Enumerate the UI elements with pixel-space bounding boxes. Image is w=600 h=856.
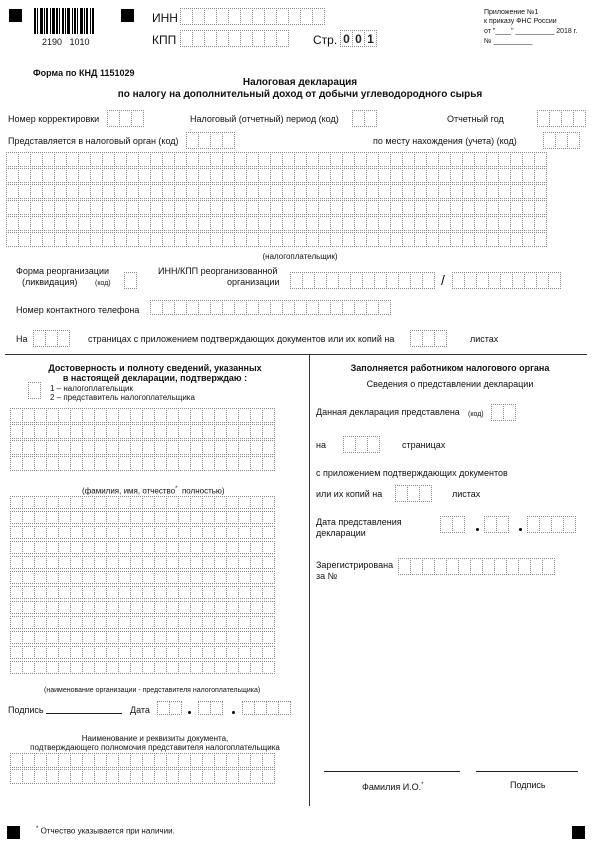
- char-cell[interactable]: [262, 631, 275, 644]
- cell-row: [10, 586, 274, 599]
- char-cell[interactable]: [262, 408, 275, 423]
- with-docs-label: с приложением подтверждающих документов: [316, 468, 508, 478]
- authority-doc-caption: Наименование и реквизиты документа,: [81, 734, 229, 743]
- reorg-form-label-2: (ликвидация): [22, 277, 78, 287]
- phone-label: Номер контактного телефона: [16, 305, 140, 315]
- right-pages-field[interactable]: [343, 436, 379, 453]
- cell-row: [10, 496, 274, 509]
- reorg-inn-kpp-label-2: организации: [227, 277, 280, 287]
- cell-row: [6, 216, 546, 231]
- cell-row: [10, 571, 274, 584]
- char-cell[interactable]: [534, 232, 547, 247]
- sheets-label: листах: [470, 334, 499, 344]
- signer-type-field[interactable]: [28, 382, 40, 399]
- char-cell[interactable]: [262, 496, 275, 509]
- submission-date-label-2: декларации: [316, 528, 366, 538]
- char-cell[interactable]: [534, 216, 547, 231]
- officer-signature-label: Подпись: [510, 780, 546, 790]
- location-label: по месту нахождения (учета) (код): [373, 136, 517, 146]
- signer-option-2: 2 – представитель налогоплательщика: [50, 393, 195, 402]
- date-label-left: Дата: [130, 705, 150, 715]
- appendix-line-2: к приказу ФНС России: [484, 18, 557, 25]
- authority-doc-caption-2: подтверждающего полномочия представителя налогоплательщика: [30, 743, 280, 752]
- kpp-label: КПП: [152, 33, 177, 47]
- inn-label: ИНН: [152, 11, 178, 25]
- cell-row: [150, 300, 390, 315]
- reorg-form-field[interactable]: [124, 272, 136, 289]
- appendix-line-1: Приложение №1: [484, 9, 539, 16]
- barcode: [34, 8, 100, 34]
- cell-row: [10, 616, 274, 629]
- sheets-count-field[interactable]: [410, 330, 446, 347]
- cell-row: [6, 200, 546, 215]
- corner-marker-top-right: [121, 9, 134, 22]
- footnote: [36, 824, 175, 837]
- sign-date-month[interactable]: [198, 701, 222, 715]
- cell-row: [6, 168, 546, 183]
- char-cell[interactable]: [378, 300, 391, 315]
- confirm-heading: Достоверность и полноту сведений, указанных: [48, 363, 262, 373]
- inn-field[interactable]: [180, 8, 324, 25]
- fio-caption: [82, 484, 225, 497]
- page-digit: 0: [340, 30, 353, 47]
- char-cell[interactable]: [262, 571, 275, 584]
- pages-on-label: На: [16, 334, 28, 344]
- cell-row: [6, 152, 546, 167]
- page-digit: 0: [352, 30, 365, 47]
- inn-kpp-separator: /: [441, 272, 445, 288]
- right-sheets-field[interactable]: [395, 485, 431, 502]
- fio-footnote-mark: *: [175, 486, 178, 492]
- cell-row: [10, 541, 274, 554]
- footnote-text: Отчество указывается при наличии.: [40, 826, 175, 836]
- confirm-heading-2: в настоящей декларации, подтверждаю :: [62, 373, 248, 383]
- reorg-form-label: Форма реорганизации: [16, 266, 109, 276]
- cell-row: [10, 440, 274, 455]
- submitted-code-label: (код): [468, 411, 484, 418]
- char-cell[interactable]: [262, 601, 275, 614]
- form-title: Налоговая декларация: [242, 77, 358, 88]
- cell-row: [10, 631, 274, 644]
- sign-date-year[interactable]: [242, 701, 290, 715]
- submitted-label: Данная декларация представлена: [316, 407, 460, 417]
- page-digit: 1: [364, 30, 377, 47]
- signer-option-1: 1 – налогоплательщик: [50, 384, 134, 393]
- tax-authority-label: Представляется в налоговый орган (код): [8, 136, 179, 146]
- char-cell[interactable]: [262, 556, 275, 569]
- corner-marker-bottom-right: [572, 826, 585, 839]
- submission-method-field[interactable]: [491, 404, 515, 421]
- char-cell[interactable]: [262, 616, 275, 629]
- date-dot: [519, 528, 522, 531]
- cell-row: [10, 769, 274, 784]
- officer-fio-footnote-mark: *: [421, 782, 424, 788]
- footnote-mark: *: [36, 826, 39, 832]
- char-cell[interactable]: [534, 200, 547, 215]
- char-cell[interactable]: [262, 661, 275, 674]
- cell-row: [10, 646, 274, 659]
- pages-count-field[interactable]: [33, 330, 69, 347]
- officer-name-line[interactable]: [324, 771, 460, 772]
- cell-row: [10, 661, 274, 674]
- sign-date-day[interactable]: [157, 701, 181, 715]
- char-cell[interactable]: [262, 424, 275, 439]
- reorg-inn-kpp-label: ИНН/КПП реорганизованной: [158, 266, 278, 276]
- char-cell[interactable]: [262, 753, 275, 768]
- char-cell[interactable]: [262, 456, 275, 471]
- cell-row: [10, 556, 274, 569]
- submission-date-month[interactable]: [484, 516, 508, 533]
- char-cell[interactable]: [262, 541, 275, 554]
- officer-subheading: Сведения о представлении декларации: [366, 379, 534, 389]
- submission-date-label: Дата представления: [316, 517, 402, 527]
- officer-heading: Заполняется работником налогового органа: [350, 363, 550, 373]
- cell-row: [10, 601, 274, 614]
- location-field[interactable]: [543, 132, 579, 149]
- fio-caption-text-2: полностью): [181, 486, 225, 496]
- char-cell[interactable]: [262, 526, 275, 539]
- report-year-label: Отчетный год: [447, 114, 504, 124]
- char-cell[interactable]: [534, 184, 547, 199]
- officer-signature-line[interactable]: [476, 771, 578, 772]
- right-on-label: на: [316, 440, 326, 450]
- form-subtitle: по налогу на дополнительный доход от добычи углеводородного сырья: [117, 89, 483, 100]
- officer-fio-label: [362, 780, 424, 793]
- cell-row: [10, 526, 274, 539]
- correction-number-field[interactable]: [107, 110, 143, 127]
- appendix-line-4: № __________: [484, 38, 533, 45]
- registered-label-2: за №: [316, 571, 338, 581]
- date-dot: [232, 711, 235, 714]
- char-cell[interactable]: [262, 769, 275, 784]
- cell-row: [10, 753, 274, 768]
- char-cell[interactable]: [534, 152, 547, 167]
- char-cell[interactable]: [542, 558, 555, 575]
- corner-marker-bottom-left: [7, 826, 20, 839]
- submission-date-year[interactable]: [527, 516, 575, 533]
- reorg-inn-field[interactable]: [290, 272, 434, 289]
- char-cell[interactable]: [262, 440, 275, 455]
- cell-row: [6, 184, 546, 199]
- reorg-kpp-field[interactable]: [452, 272, 560, 289]
- page-label: Стр.: [313, 33, 338, 47]
- barcode-number: 2190 1010: [42, 37, 90, 47]
- page-number-field[interactable]: [340, 30, 376, 47]
- char-cell[interactable]: [262, 646, 275, 659]
- submission-date-day[interactable]: [440, 516, 464, 533]
- tax-period-field[interactable]: [352, 110, 376, 127]
- date-dot: [188, 711, 191, 714]
- corner-marker-top-left: [9, 9, 22, 22]
- date-dot: [476, 528, 479, 531]
- section-divider: [5, 354, 587, 355]
- kpp-field[interactable]: [180, 30, 288, 47]
- tax-period-label: Налоговый (отчетный) период (код): [190, 114, 339, 124]
- correction-number-label: Номер корректировки: [8, 114, 100, 124]
- char-cell[interactable]: [262, 511, 275, 524]
- appendix-line-3: от "____" __________ 2018 г.: [484, 28, 578, 35]
- cell-row: [10, 456, 274, 471]
- org-caption: (наименование организации - представителя налогоплательщика): [44, 687, 261, 694]
- form-code: Форма по КНД 1151029: [33, 68, 135, 78]
- fio-caption-text: (фамилия, имя, отчество: [82, 486, 176, 496]
- cell-row: [10, 511, 274, 524]
- cell-row: [6, 232, 546, 247]
- reorg-code-label: (код): [95, 280, 111, 287]
- cell-row: [10, 408, 274, 423]
- signature-line[interactable]: [46, 713, 122, 714]
- registered-label: Зарегистрирована: [316, 560, 394, 570]
- cell-row: [10, 424, 274, 439]
- right-pages-label: страницах: [402, 440, 446, 450]
- or-copies-label: или их копий на: [316, 489, 383, 499]
- cell-row: [398, 558, 554, 575]
- pages-description: страницах с приложением подтверждающих документов или их копий на: [88, 334, 395, 344]
- column-divider: [309, 354, 310, 806]
- char-cell[interactable]: [534, 168, 547, 183]
- tax-authority-field[interactable]: [186, 132, 234, 149]
- taxpayer-caption: (налогоплательщик): [262, 252, 338, 261]
- officer-fio-text: Фамилия И.О.: [362, 782, 422, 792]
- right-sheets-label: листах: [452, 489, 481, 499]
- report-year-field[interactable]: [537, 110, 585, 127]
- signature-label: Подпись: [8, 705, 44, 715]
- char-cell[interactable]: [262, 586, 275, 599]
